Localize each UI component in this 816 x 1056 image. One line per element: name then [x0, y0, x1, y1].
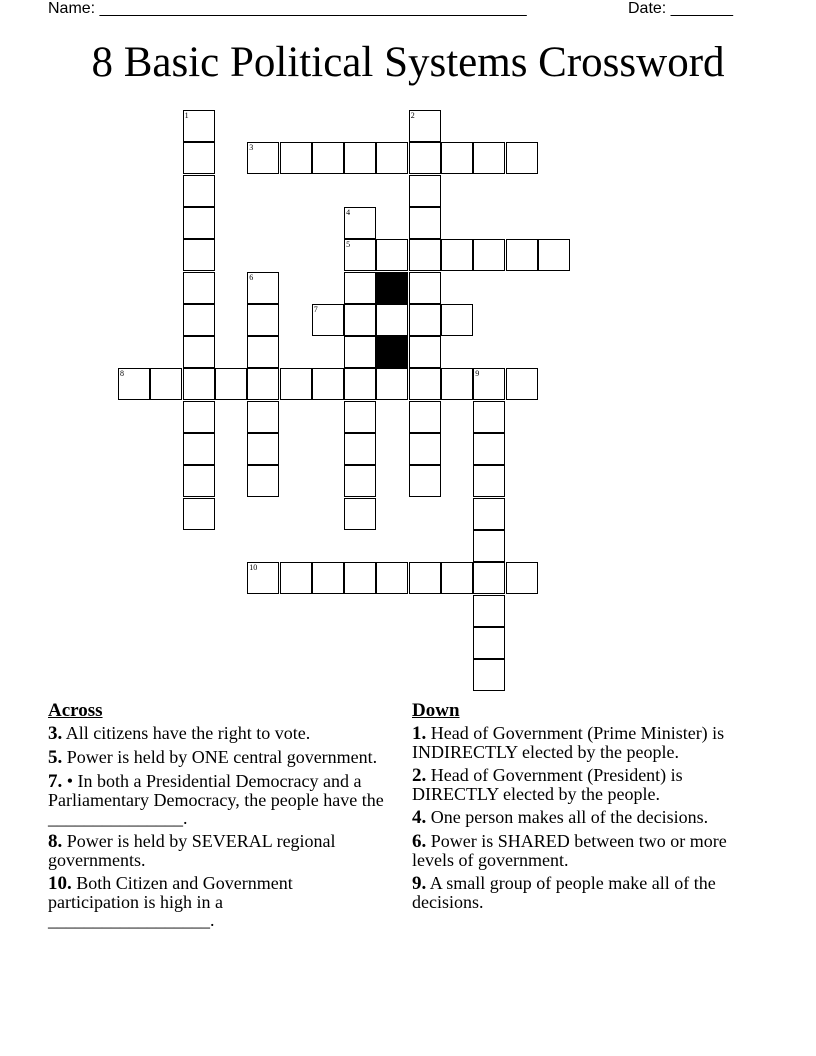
- clue-number: 1: [184, 111, 189, 120]
- crossword-cell[interactable]: [376, 368, 408, 400]
- crossword-cell[interactable]: [183, 336, 215, 368]
- clue-text: Both Citizen and Government participation is high in a __________________.: [48, 873, 293, 930]
- across-heading: Across: [48, 700, 103, 721]
- across-clue: [48, 772, 388, 827]
- crossword-cell[interactable]: [473, 530, 505, 562]
- crossword-cell[interactable]: [506, 368, 538, 400]
- crossword-cell[interactable]: [183, 433, 215, 465]
- crossword-cell[interactable]: [344, 336, 376, 368]
- date-field-label: Date: _______: [628, 0, 733, 17]
- crossword-cell[interactable]: [506, 142, 538, 174]
- crossword-cell[interactable]: [183, 498, 215, 530]
- clue-number-label: 4.: [412, 807, 427, 828]
- down-clues: [412, 702, 772, 916]
- down-heading: Down: [412, 700, 460, 721]
- crossword-cell[interactable]: [183, 207, 215, 239]
- clue-number-label: 2.: [412, 765, 427, 786]
- crossword-cell[interactable]: [473, 465, 505, 497]
- crossword-cell[interactable]: [538, 239, 570, 271]
- crossword-cell[interactable]: [376, 239, 408, 271]
- across-clue: [48, 874, 388, 929]
- clue-text: Power is held by ONE central government.: [62, 747, 378, 767]
- crossword-cell[interactable]: [280, 562, 312, 594]
- crossword-cell[interactable]: [215, 368, 247, 400]
- crossword-cell[interactable]: [312, 368, 344, 400]
- crossword-cell[interactable]: [183, 175, 215, 207]
- crossword-cell[interactable]: [409, 304, 441, 336]
- crossword-cell[interactable]: [409, 207, 441, 239]
- crossword-cell[interactable]: [183, 272, 215, 304]
- crossword-cell[interactable]: [409, 336, 441, 368]
- crossword-cell[interactable]: [344, 239, 376, 271]
- clue-number: 9: [475, 369, 480, 379]
- crossword-cell[interactable]: [247, 336, 279, 368]
- crossword-cell[interactable]: [473, 562, 505, 594]
- crossword-cell[interactable]: [473, 595, 505, 627]
- crossword-cell[interactable]: [409, 272, 441, 304]
- clue-number-label: 1.: [412, 723, 427, 744]
- crossword-cell[interactable]: [441, 142, 473, 174]
- crossword-cell[interactable]: [473, 401, 505, 433]
- down-clue: [412, 724, 772, 761]
- clue-number: 6: [249, 272, 254, 282]
- crossword-cell[interactable]: [118, 368, 150, 400]
- crossword-cell[interactable]: [183, 368, 215, 400]
- crossword-cell[interactable]: [247, 368, 279, 400]
- clue-text: A small group of people make all of the decisions.: [412, 873, 716, 912]
- clue-number: 3: [249, 143, 254, 153]
- down-clue: [412, 874, 772, 911]
- page-title: 8 Basic Political Systems Crossword: [91, 39, 725, 86]
- across-clue: [48, 748, 388, 767]
- crossword-cell[interactable]: [183, 142, 215, 174]
- clue-number: 7: [313, 304, 318, 314]
- crossword-cell[interactable]: [344, 465, 376, 497]
- crossword-cell[interactable]: [473, 368, 505, 400]
- down-clue: [412, 808, 772, 827]
- clue-number: 10: [249, 563, 258, 573]
- crossword-cell[interactable]: [409, 110, 441, 142]
- crossword-cell[interactable]: [473, 659, 505, 691]
- clue-text: • In both a Presidential Democracy and a Parliamentary Democracy, the people have the _______________.: [48, 771, 384, 828]
- crossword-cell[interactable]: [280, 368, 312, 400]
- crossword-cell[interactable]: [183, 401, 215, 433]
- crossword-cell[interactable]: [376, 304, 408, 336]
- crossword-cell[interactable]: [247, 304, 279, 336]
- crossword-cell[interactable]: [441, 239, 473, 271]
- crossword-cell[interactable]: [409, 142, 441, 174]
- crossword-cell[interactable]: [247, 465, 279, 497]
- clue-text: Head of Government (Prime Minister) is INDIRECTLY elected by the people.: [412, 723, 725, 762]
- crossword-cell[interactable]: [312, 142, 344, 174]
- name-field-label: Name: ________________________________________________: [48, 0, 527, 17]
- clue-text: One person makes all of the decisions.: [426, 807, 709, 827]
- clue-number: 4: [346, 207, 351, 217]
- crossword-cell[interactable]: [280, 142, 312, 174]
- clue-number-label: 8.: [48, 831, 63, 852]
- crossword-cell[interactable]: [183, 239, 215, 271]
- crossword-cell[interactable]: [409, 239, 441, 271]
- clue-number-label: 5.: [48, 747, 63, 768]
- crossword-cell[interactable]: [344, 368, 376, 400]
- crossword-cell[interactable]: [247, 401, 279, 433]
- clue-number: 5: [346, 240, 351, 250]
- crossword-cell[interactable]: [441, 304, 473, 336]
- crossword-cell[interactable]: [506, 239, 538, 271]
- crossword-cell[interactable]: [344, 272, 376, 304]
- crossword-cell[interactable]: [473, 142, 505, 174]
- crossword-cell[interactable]: [344, 207, 376, 239]
- clue-number: 8: [120, 369, 124, 379]
- crossword-cell[interactable]: [376, 562, 408, 594]
- across-clues: [48, 702, 388, 934]
- clue-text: Power is SHARED between two or more levels of government.: [412, 831, 727, 870]
- crossword-cell[interactable]: [409, 401, 441, 433]
- crossword-cell[interactable]: [441, 562, 473, 594]
- crossword-cell[interactable]: [344, 304, 376, 336]
- clue-number: 2: [410, 111, 415, 120]
- crossword-cell[interactable]: [344, 142, 376, 174]
- clue-number-label: 7.: [48, 771, 63, 792]
- down-clue: [412, 832, 772, 869]
- crossword-cell[interactable]: [247, 142, 279, 174]
- crossword-cell[interactable]: [506, 562, 538, 594]
- crossword-cell[interactable]: [473, 498, 505, 530]
- clue-text: Power is held by SEVERAL regional governments.: [48, 831, 336, 870]
- crossword-cell[interactable]: [344, 401, 376, 433]
- crossword-cell[interactable]: [344, 498, 376, 530]
- crossword-cell[interactable]: [183, 110, 215, 142]
- black-cell: [376, 336, 408, 368]
- crossword-cell[interactable]: [312, 304, 344, 336]
- crossword-cell[interactable]: [247, 562, 279, 594]
- across-clue: [48, 724, 388, 743]
- crossword-cell[interactable]: [473, 239, 505, 271]
- black-cell: [376, 272, 408, 304]
- clue-text: Head of Government (President) is DIRECTLY elected by the people.: [412, 765, 683, 804]
- crossword-cell[interactable]: [312, 562, 344, 594]
- down-clue: [412, 766, 772, 803]
- crossword-cell[interactable]: [247, 272, 279, 304]
- clue-number-label: 6.: [412, 831, 427, 852]
- clue-number-label: 3.: [48, 723, 63, 744]
- crossword-cell[interactable]: [473, 627, 505, 659]
- crossword-cell[interactable]: [183, 304, 215, 336]
- across-clue: [48, 832, 388, 869]
- crossword-cell[interactable]: [409, 368, 441, 400]
- clue-text: All citizens have the right to vote.: [62, 723, 311, 743]
- crossword-cell[interactable]: [409, 175, 441, 207]
- crossword-cell[interactable]: [409, 562, 441, 594]
- crossword-cell[interactable]: [376, 142, 408, 174]
- crossword-cell[interactable]: [441, 368, 473, 400]
- crossword-cell[interactable]: [150, 368, 182, 400]
- clue-number-label: 10.: [48, 873, 72, 894]
- clue-number-label: 9.: [412, 873, 427, 894]
- crossword-cell[interactable]: [409, 433, 441, 465]
- crossword-cell[interactable]: [183, 465, 215, 497]
- crossword-cell[interactable]: [473, 433, 505, 465]
- crossword-cell[interactable]: [247, 433, 279, 465]
- crossword-cell[interactable]: [409, 465, 441, 497]
- crossword-cell[interactable]: [344, 433, 376, 465]
- crossword-cell[interactable]: [344, 562, 376, 594]
